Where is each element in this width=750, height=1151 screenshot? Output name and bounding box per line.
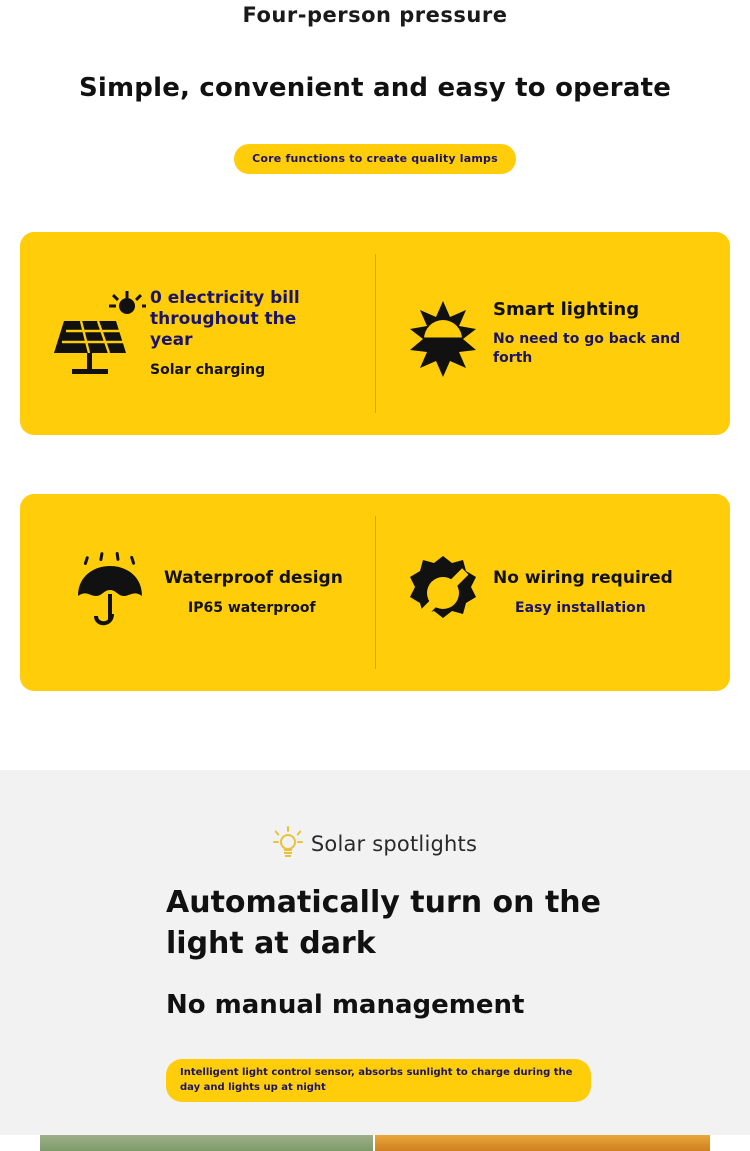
- photo-gap-left: [0, 1135, 40, 1151]
- photo-strip: [0, 1135, 750, 1151]
- feature-subtitle: No need to go back and forth: [493, 331, 681, 366]
- feature-item-no-wiring: [375, 494, 730, 691]
- feature-subtitle: Solar charging: [150, 361, 266, 378]
- page-title: Simple, convenient and easy to operate: [78, 73, 672, 103]
- feature-text-smart-lighting: [493, 299, 683, 368]
- feature-card-top: [20, 232, 730, 435]
- feature-item-solar: [20, 232, 375, 435]
- gear-slash-icon: [393, 550, 493, 636]
- sensor-note-badge: Intelligent light control sensor, absorbs sunlight to charge during the day and lights up at night: [166, 1059, 591, 1102]
- feature-text-solar: [150, 288, 330, 380]
- feature-card-bottom: [20, 494, 730, 691]
- umbrella-rain-icon: [64, 552, 164, 634]
- feature-item-waterproof: [20, 494, 375, 691]
- no-manual-heading: No manual management: [166, 990, 525, 1020]
- core-functions-badge-wrap: [0, 144, 750, 174]
- bulb-icon: [273, 826, 303, 862]
- photo-thumbnail-left: [40, 1135, 373, 1151]
- feature-text-no-wiring: [493, 568, 673, 618]
- feature-title: 0 electricity bill throughout the year: [150, 287, 300, 350]
- page-subtitle: Four-person pressure: [242, 3, 508, 27]
- feature-text-waterproof: [164, 568, 343, 618]
- feature-title: No wiring required: [493, 567, 673, 588]
- sun-half-icon: [393, 289, 493, 379]
- feature-title: Smart lighting: [493, 299, 640, 320]
- core-functions-badge: Core functions to create quality lamps: [234, 144, 516, 174]
- feature-subtitle: IP65 waterproof: [188, 599, 316, 616]
- solar-spotlights-heading-row: [0, 770, 750, 862]
- auto-light-heading: Automatically turn on the light at dark: [166, 885, 601, 961]
- solar-spotlights-label: Solar spotlights: [310, 832, 478, 856]
- photo-thumbnail-right: [375, 1135, 710, 1151]
- feature-item-smart-lighting: [375, 232, 730, 435]
- feature-subtitle: Easy installation: [515, 599, 646, 616]
- solar-panel-icon: [50, 291, 150, 377]
- photo-gap-right: [710, 1135, 750, 1151]
- feature-title: Waterproof design: [164, 567, 343, 588]
